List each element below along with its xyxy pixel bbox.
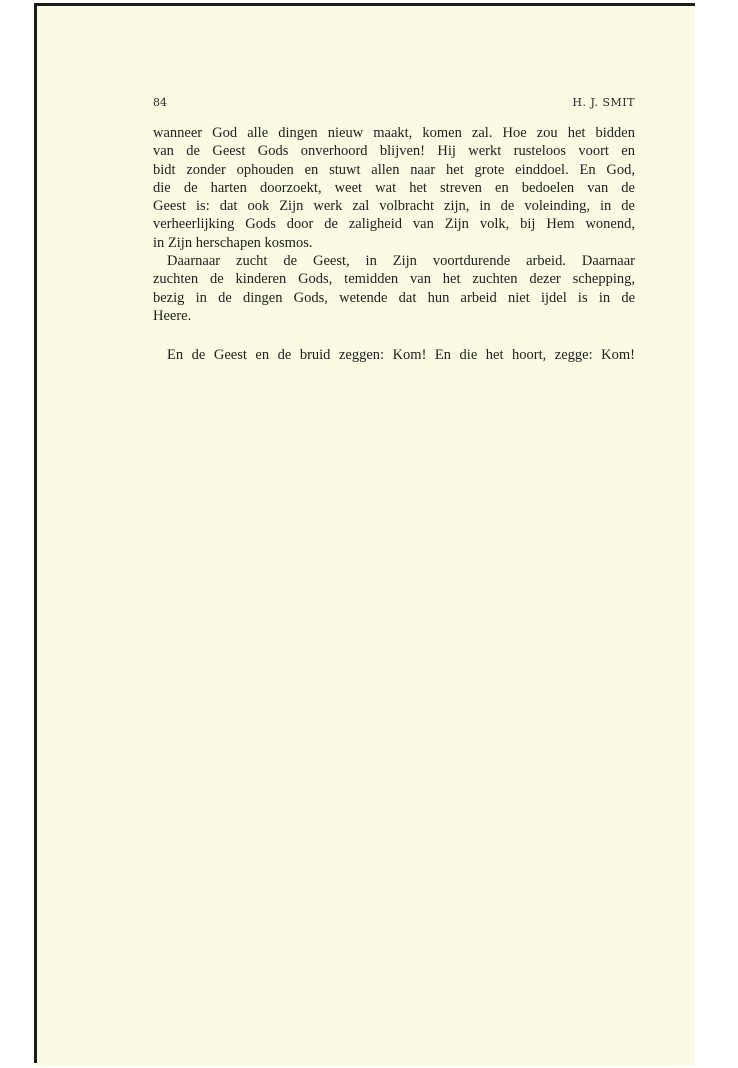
text-line: van de Geest Gods onverhoord blijven! Hij werkt rusteloos voort en [153, 143, 635, 160]
text-line: Geest is: dat ook Zijn werk zal volbracht zijn, in de voleinding, in de [153, 198, 635, 215]
scan-left-edge [34, 3, 37, 1063]
running-head: H. J. SMIT [572, 96, 635, 109]
text-line: zuchten de kinderen Gods, temidden van het zuchten dezer schepping, [153, 271, 635, 288]
paragraph-2 [153, 252, 635, 325]
page-header [153, 96, 635, 112]
paragraph-3 [153, 346, 635, 364]
body-text [153, 124, 635, 365]
text-line: bezig in de dingen Gods, wetende dat hun arbeid niet ijdel is in de [153, 289, 635, 306]
paragraph-gap [153, 325, 635, 346]
page-number: 84 [153, 96, 167, 109]
paragraph-1 [153, 124, 635, 252]
text-line: Daarnaar zucht de Geest, in Zijn voortdurende arbeid. Daarnaar [167, 253, 635, 270]
text-line: die de harten doorzoekt, weet wat het streven en bedoelen van de [153, 179, 635, 196]
text-line: Heere. [153, 307, 192, 324]
text-line: En de Geest en de bruid zeggen: Kom! En die het hoort, zegge: Kom! [167, 347, 635, 364]
scan-top-edge [35, 3, 695, 6]
text-line: in Zijn herschapen kosmos. [153, 234, 313, 251]
text-line: verheerlijking Gods door de zaligheid van Zijn volk, bij Hem wonend, [153, 216, 635, 233]
text-line: bidt zonder ophouden en stuwt allen naar het grote einddoel. En God, [153, 161, 635, 178]
text-line: wanneer God alle dingen nieuw maakt, komen zal. Hoe zou het bidden [153, 125, 635, 141]
